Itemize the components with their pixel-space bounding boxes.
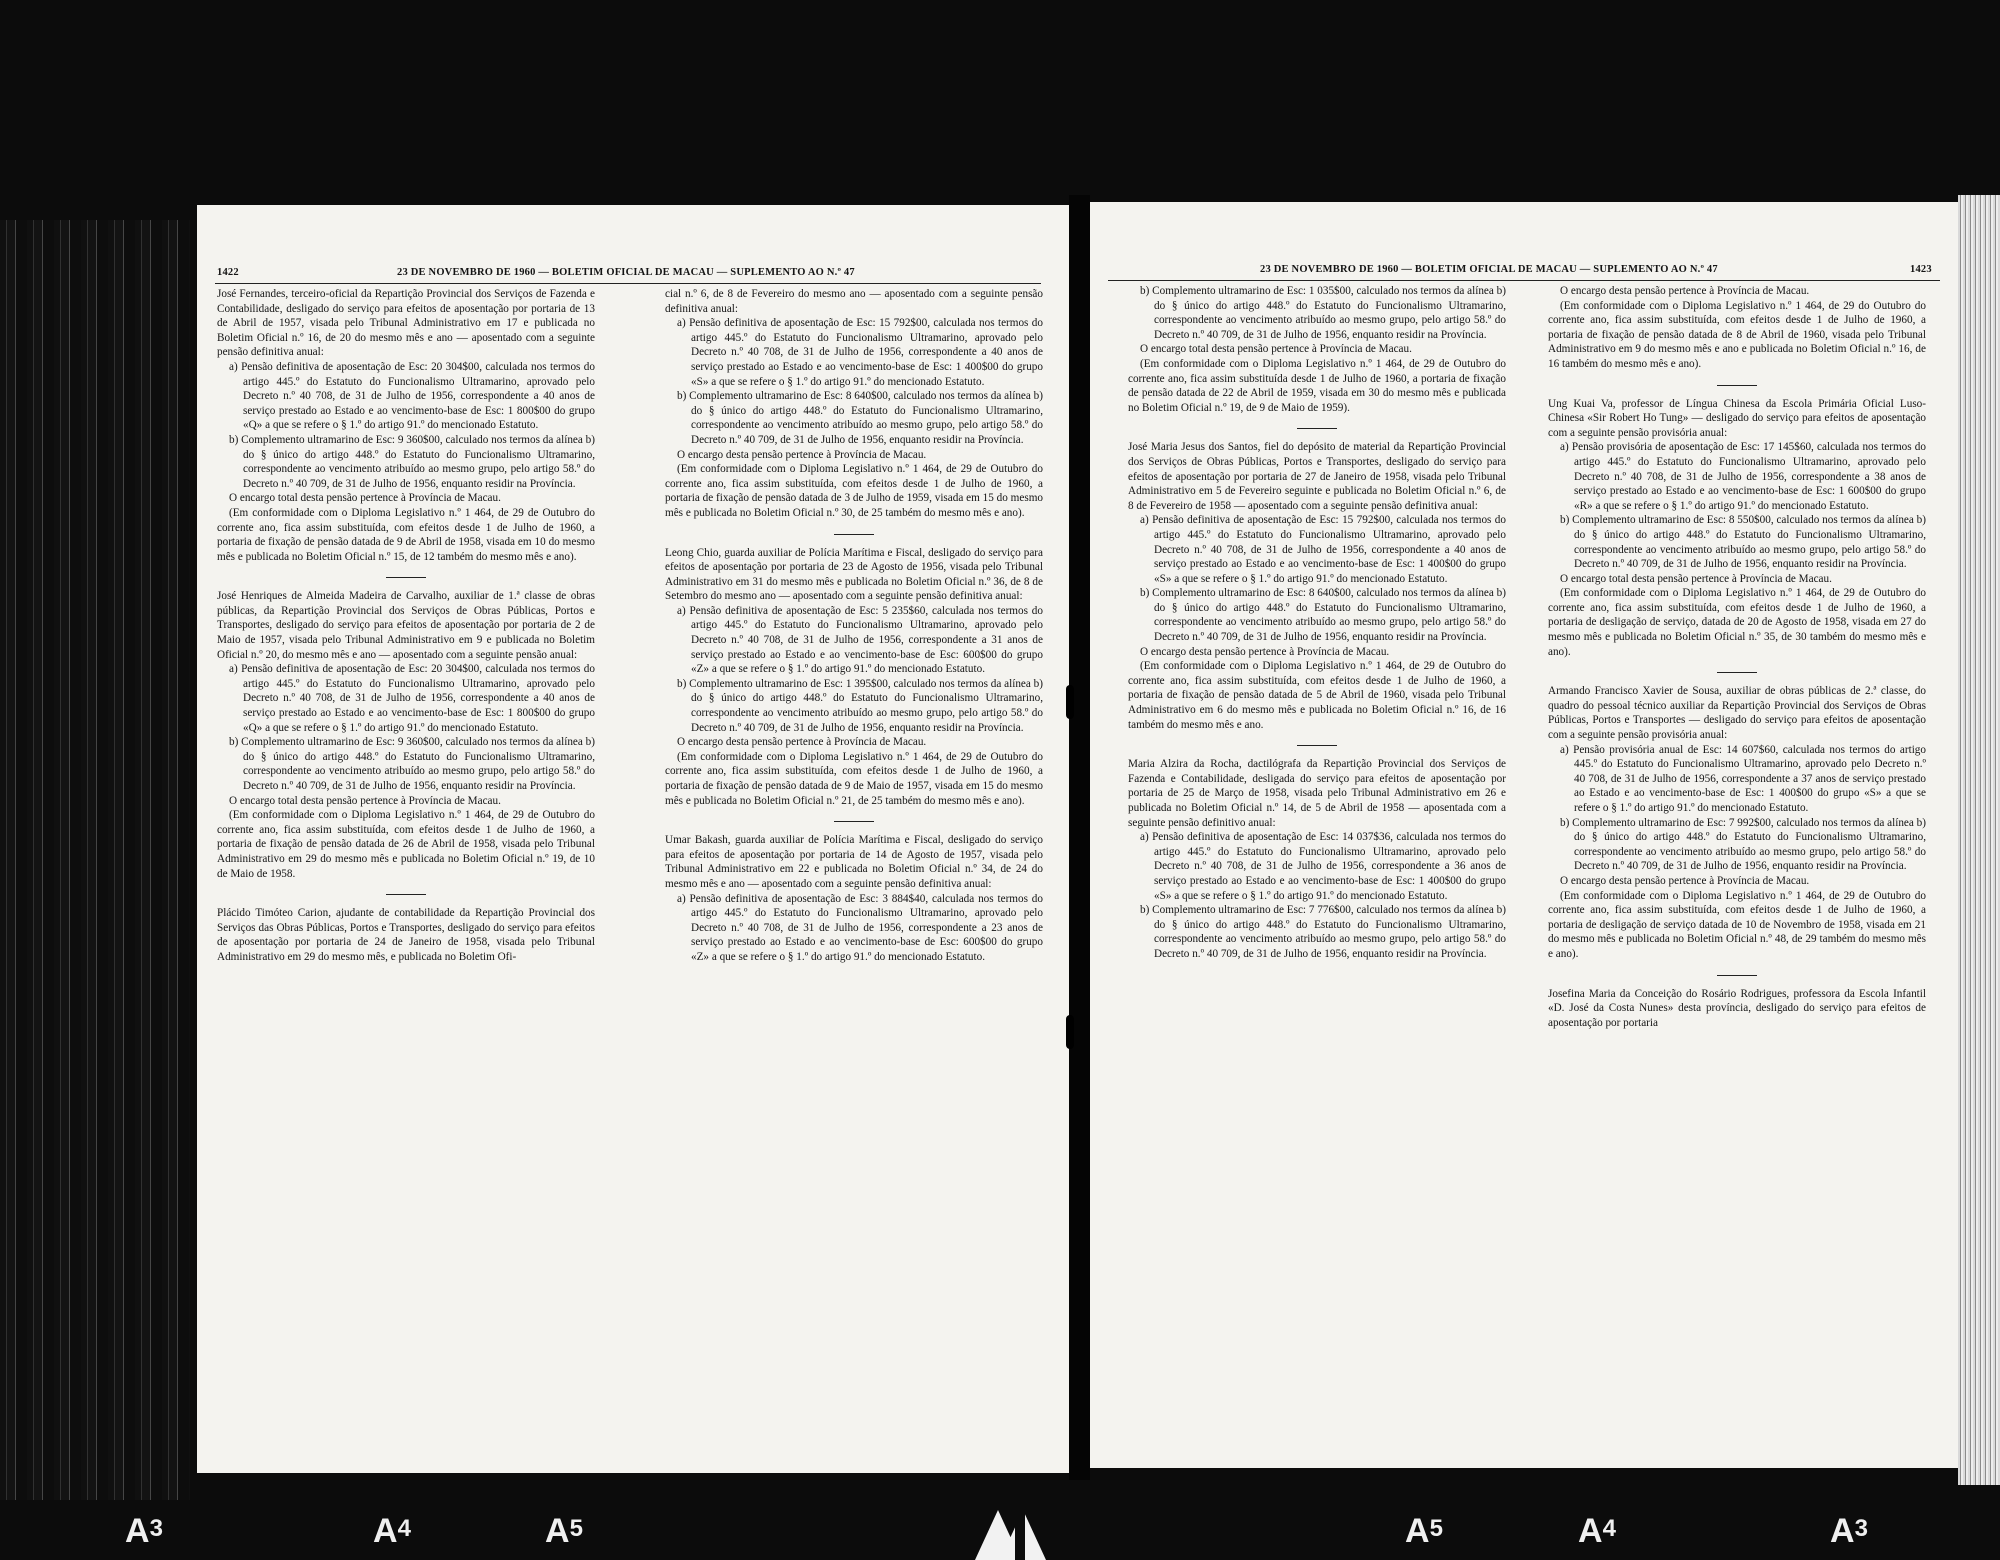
- pension-item: b) Complemento ultramarino de Esc: 7 992$00, calculado nos termos da alínea b) do § único do artigo 448.º do Estatuto do Funcionalismo Ultramarino, correspondente ao vencimento atribuído ao mesmo grupo, pelo artigo 58.º do Decreto n.º 40 709, de 31 de Julho de 1956, enquanto residir na Província.: [1560, 816, 1926, 873]
- binding-mark: [1066, 685, 1074, 719]
- left-page-column-2: [665, 287, 1043, 965]
- pension-item: a) Pensão provisória de aposentação de Esc: 17 145$60, calculada nos termos do artigo 445.º do Estatuto do Funcionalismo Ultramarino, aprovado pelo Decreto n.º 40 708, de 31 de Julho de 1956, correspondente a 38 anos de serviço prestado ao Estado e ao vencimento-base de Esc: 1 600$00 do grupo «R» a que se refere o § 1.º do artigo 91.º do mencionado Estatuto.: [1560, 441, 1926, 512]
- section-separator: [834, 821, 874, 822]
- entry-paragraph: Armando Francisco Xavier de Sousa, auxiliar de obras públicas de 2.ª classe, do quadro do pessoal técnico auxiliar da Repartição Provincial dos Serviços de Obras Públicas, Portos e Transportes — desligado do serviço para efeitos de aposentação com a seguinte pensão provisória anual:: [1548, 685, 1926, 742]
- section-separator: [386, 894, 426, 895]
- note-paragraph: (Em conformidade com o Diploma Legislativo n.º 1 464, de 29 de Outubro do corrente ano, fica assim substituída, com efeitos desde 1 de Julho de 1960, a portaria de fixação de pensão datada de 9 de Maio de 1957, visada em 15 do mesmo mês e publicada no Boletim Oficial n.º 21, de 25 também do mesmo mês e ano).: [665, 750, 1043, 807]
- entry-paragraph: Plácido Timóteo Carion, ajudante de contabilidade da Repartição Provincial dos Serviços das Obras Públicas, Portos e Transportes, desligado do serviço para efeitos de aposentação por portaria de 24 de Janeiro de 1958, visada pelo Tribunal Administrativo em 29 do mesmo mês, e publicada no Boletim Ofi-: [217, 907, 595, 963]
- entry-paragraph: José Fernandes, terceiro-oficial da Repartição Provincial dos Serviços de Fazenda e Contabilidade, desligado do serviço para efeitos de aposentação por portaria de 13 de Abril de 1957, visada pelo Tribunal Administrativo em 17 e publicada no Boletim Oficial n.º 16, de 20 do mesmo mês e ano — aposentado com a seguinte pensão definitiva anual:: [217, 288, 595, 359]
- section-separator: [386, 577, 426, 578]
- entry-paragraph: José Henriques de Almeida Madeira de Carvalho, auxiliar de 1.ª classe de obras públicas, da Repartição Provincial dos Serviços de Obras Públicas, Portos e Transportes, desligado do serviço para efeitos de aposentação por portaria de 2 de Maio de 1957, visada pelo Tribunal Administrativo em 9 e publicada no Boletim Oficial n.º 20, do mesmo mês e ano — aposentado com a seguinte pensão anual:: [217, 590, 595, 661]
- pension-item: b) Complemento ultramarino de Esc: 7 776$00, calculado nos termos da alínea b) do § único do artigo 448.º do Estatuto do Funcionalismo Ultramarino, correspondente ao vencimento atribuído ao mesmo grupo, pelo artigo 58.º do Decreto n.º 40 709, de 31 de Julho de 1956, enquanto residir na Província.: [1140, 904, 1506, 960]
- section-separator: [1717, 975, 1757, 976]
- note-paragraph: O encargo desta pensão pertence à Província de Macau.: [1560, 285, 1810, 297]
- pension-item: a) Pensão definitiva de aposentação de Esc: 20 304$00, calculada nos termos do artigo 445.º do Estatuto do Funcionalismo Ultramarino, aprovado pelo Decreto n.º 40 708, de 31 de Julho de 1956, correspondente a 40 anos de serviço prestado ao Estado e ao vencimento-base de Esc: 1 800$00 do grupo «Q» a que se refere o § 1.º do artigo 91.º do mencionado Estatuto.: [229, 663, 595, 734]
- note-paragraph: (Em conformidade com o Diploma Legislativo n.º 1 464, de 29 de Outubro do corrente ano, fica assim substituída, com efeitos desde 1 de Julho de 1960, a portaria de desligação de serviço, datada de 20 de Agosto de 1958, visada em 27 do mesmo mês e publicada no Boletim Oficial n.º 35, de 30 também do mesmo mês e ano).: [1548, 587, 1926, 658]
- film-edge-right: [1958, 195, 2000, 1485]
- center-arrow-divider: [1015, 1510, 1025, 1560]
- film-marker: $A^3$: [125, 1512, 163, 1550]
- pension-item: a) Pensão definitiva de aposentação de Esc: 15 792$00, calculada nos termos do artigo 445.º do Estatuto do Funcionalismo Ultramarino, aprovado pelo Decreto n.º 40 708, de 31 de Julho de 1956, correspondente a 40 anos de serviço prestado ao Estado e ao vencimento-base de Esc: 1 400$00 do grupo «S» a que se refere o § 1.º do artigo 91.º do mencionado Estatuto.: [677, 317, 1043, 388]
- note-paragraph: O encargo desta pensão pertence à Província de Macau.: [677, 736, 927, 749]
- note-paragraph: O encargo desta pensão pertence à Província de Macau.: [1560, 874, 1810, 887]
- section-separator: [1717, 672, 1757, 673]
- pension-item: a) Pensão provisória anual de Esc: 14 607$60, calculada nos termos do artigo 445.º do Estatuto do Funcionalismo Ultramarino, aprovado pelo Decreto n.º 40 708, de 31 de Julho de 1956, correspondente a 37 anos de serviço prestado ao Estado e ao vencimento-base de Esc: 1 400$00 do grupo «S» a que se refere o § 1.º do artigo 91.º do mencionado Estatuto.: [1560, 743, 1926, 814]
- entry-paragraph: Leong Chio, guarda auxiliar de Polícia Marítima e Fiscal, desligado do serviço para efeitos de aposentação por portaria de 23 de Agosto de 1956, visada pelo Tribunal Administrativo em 31 do mesmo mês e publicada no Boletim Oficial n.º 36, de 8 de Setembro do mesmo ano — aposentado com a seguinte pensão definitiva anual:: [665, 546, 1043, 603]
- pension-item: b) Complemento ultramarino de Esc: 1 035$00, calculado nos termos da alínea b) do § único do artigo 448.º do Estatuto do Funcionalismo Ultramarino, correspondente ao vencimento atribuído ao mesmo grupo, pelo artigo 58.º do Decreto n.º 40 709, de 31 de Julho de 1956, enquanto residir na Província.: [1140, 285, 1506, 341]
- note-paragraph: O encargo total desta pensão pertence à Província de Macau.: [229, 492, 501, 505]
- left-page: [197, 205, 1069, 1473]
- binding-mark: [1066, 1015, 1074, 1049]
- running-head-left: 23 DE NOVEMBRO DE 1960 — BOLETIM OFICIAL DE MACAU — SUPLEMENTO AO N.º 47: [397, 267, 855, 278]
- note-paragraph: (Em conformidade com o Diploma Legislativo n.º 1 464, de 29 de Outubro do corrente ano, fica assim substituída, com efeitos desde 1 de Julho de 1960, a portaria de fixação de pensão datada de 3 de Julho de 1959, visada em 15 do mesmo mês e publicada no Boletim Oficial n.º 30, de 25 também do mesmo mês e ano).: [665, 463, 1043, 519]
- pension-item: b) Complemento ultramarino de Esc: 8 640$00, calculado nos termos da alínea b) do § único do artigo 448.º do Estatuto do Funcionalismo Ultramarino, correspondente ao vencimento atribuído ao mesmo grupo, pelo artigo 58.º do Decreto n.º 40 709, de 31 de Julho de 1956, enquanto residir na Província.: [1140, 587, 1506, 644]
- film-marker: $A^5$: [545, 1512, 583, 1550]
- film-marker: $A^4$: [373, 1512, 411, 1550]
- pension-item: b) Complemento ultramarino de Esc: 9 360$00, calculado nos termos da alínea b) do § único do artigo 448.º do Estatuto do Funcionalismo Ultramarino, correspondente ao vencimento atribuído ao mesmo grupo, pelo artigo 58.º do Decreto n.º 40 709, de 31 de Julho de 1956, enquanto residir na Província.: [229, 736, 595, 792]
- pension-item: a) Pensão definitiva de aposentação de Esc: 15 792$00, calculada nos termos do artigo 445.º do Estatuto do Funcionalismo Ultramarino, aprovado pelo Decreto n.º 40 708, de 31 de Julho de 1956, correspondente a 40 anos de serviço prestado ao Estado e ao vencimento-base de Esc: 1 400$00 do grupo «S» a que se refere o § 1.º do artigo 91.º do mencionado Estatuto.: [1140, 514, 1506, 585]
- film-edge-left: [0, 220, 190, 1500]
- pension-item: a) Pensão definitiva de aposentação de Esc: 20 304$00, calculada nos termos do artigo 445.º do Estatuto do Funcionalismo Ultramarino, aprovado pelo Decreto n.º 40 708, de 31 de Julho de 1956, correspondente a 40 anos de serviço prestado ao Estado e ao vencimento-base de Esc: 1 800$00 do grupo «Q» a que se refere o § 1.º do artigo 91.º do mencionado Estatuto.: [229, 360, 595, 432]
- left-page-column-1: [217, 287, 595, 965]
- section-separator: [1717, 385, 1757, 386]
- entry-paragraph: Josefina Maria da Conceição do Rosário Rodrigues, professora da Escola Infantil «D. José da Costa Nunes» desta província, desligado do serviço para efeitos de aposentação por portaria: [1548, 987, 1926, 1029]
- film-marker: $A^3$: [1830, 1512, 1868, 1550]
- entry-paragraph: Maria Alzira da Rocha, dactilógrafa da Repartição Provincial dos Serviços de Fazenda e Contabilidade, desligada do serviço para efeitos de aposentação por portaria de 25 de Março de 1958, visada pelo Tribunal Administrativo em 26 e publicada no Boletim Oficial n.º 14, de 5 de Abril de 1958 — aposentada com a seguinte pensão definitivo anual:: [1128, 758, 1506, 829]
- header-rule-left: [215, 283, 1041, 284]
- film-marker: $A^4$: [1578, 1512, 1616, 1550]
- note-paragraph: O encargo total desta pensão pertence à Província de Macau.: [229, 794, 501, 807]
- pension-item: b) Complemento ultramarino de Esc: 9 360$00, calculado nos termos da alínea b) do § único do artigo 448.º do Estatuto do Funcionalismo Ultramarino, correspondente ao vencimento atribuído ao mesmo grupo, pelo artigo 58.º do Decreto n.º 40 709, de 31 de Julho de 1956, enquanto residir na Província.: [229, 433, 595, 490]
- note-paragraph: (Em conformidade com o Diploma Legislativo n.º 1 464, de 29 de Outubro do corrente ano, fica assim substituída, com efeitos desde 1 de Julho de 1960, a portaria de desligação de serviço datada de 10 de Novembro de 1958, visada em 21 do mesmo mês e publicada no Boletim Oficial n.º 48, de 29 também do mesmo mês e ano).: [1548, 889, 1926, 960]
- note-paragraph: (Em conformidade com o Diploma Legislativo n.º 1 464, de 29 de Outubro do corrente ano, fica assim substituída desde 1 de Julho de 1960, a portaria de fixação de pensão datada de 22 de Abril de 1959, visada em 30 do mesmo mês e publicada no Boletim Oficial n.º 19, de 9 de Maio de 1959).: [1128, 357, 1506, 414]
- entry-paragraph: José Maria Jesus dos Santos, fiel do depósito de material da Repartição Provincial dos Serviços de Obras Públicas, Portos e Transportes, desligado do serviço para efeitos de aposentação por portaria de 27 de Janeiro de 1958, visada pelo Tribunal Administrativo em 5 de Fevereiro seguinte e publicada no Boletim Oficial n.º 6, de 8 de Fevereiro de 1958 — aposentado com a seguinte pensão definitiva anual:: [1128, 441, 1506, 512]
- right-page-column-2: [1548, 284, 1926, 1030]
- note-paragraph: O encargo desta pensão pertence à Província de Macau.: [677, 448, 927, 461]
- note-paragraph: (Em conformidade com o Diploma Legislativo n.º 1 464, de 29 de Outubro do corrente ano, fica assim substituída, com efeitos desde 1 de Julho de 1960, a portaria de fixação de pensão datada de 9 de Abril de 1958, visada em 10 do mesmo mês e publicada no Boletim Oficial n.º 15, de 12 também do mesmo mês e ano).: [217, 506, 595, 563]
- pension-item: a) Pensão definitiva de aposentação de Esc: 14 037$36, calculada nos termos do artigo 445.º do Estatuto do Funcionalismo Ultramarino, aprovado pelo Decreto n.º 40 708, de 31 de Julho de 1956, correspondente a 36 anos de serviço prestado ao Estado e ao vencimento-base de Esc: 1 400$00 do grupo «S» a que se refere o § 1.º do artigo 91.º do mencionado Estatuto.: [1140, 831, 1506, 902]
- pension-item: a) Pensão definitiva de aposentação de Esc: 3 884$40, calculada nos termos do artigo 445.º do Estatuto do Funcionalismo Ultramarino, aprovado pelo Decreto n.º 40 708, de 31 de Julho de 1956, correspondente a 23 anos de serviço prestado ao Estado e ao vencimento-base de Esc: 600$00 do grupo «Z» a que se refere o § 1.º do artigo 91.º do mencionado Estatuto.: [677, 892, 1043, 963]
- entry-paragraph: Umar Bakash, guarda auxiliar de Polícia Marítima e Fiscal, desligado do serviço para efeitos de aposentação por portaria de 14 de Agosto de 1957, visada pelo Tribunal Administrativo em 22 e publicada no Boletim Oficial n.º 34, de 24 do mesmo mês e ano — aposentado com a seguinte pensão definitiva anual:: [665, 834, 1043, 890]
- note-paragraph: O encargo desta pensão pertence à Província de Macau.: [1140, 645, 1390, 658]
- section-separator: [1297, 745, 1337, 746]
- header-rule-right: [1108, 280, 1940, 281]
- pension-item: b) Complemento ultramarino de Esc: 1 395$00, calculado nos termos da alínea b) do § único do artigo 448.º do Estatuto do Funcionalismo Ultramarino, correspondente ao vencimento atribuído ao mesmo grupo, pelo artigo 58.º do Decreto n.º 40 709, de 31 de Julho de 1956, enquanto residir na Província.: [677, 677, 1043, 734]
- page-number-left: 1422: [217, 267, 239, 278]
- entry-paragraph: Ung Kuai Va, professor de Língua Chinesa da Escola Primária Oficial Luso-Chinesa «Sir Robert Ho Tung» — desligado do serviço para efeitos de aposentação com a seguinte pensão provisória anual:: [1548, 397, 1926, 439]
- entry-paragraph: cial n.º 6, de 8 de Fevereiro do mesmo ano — aposentado com a seguinte pensão definitiva anual:: [665, 288, 1043, 315]
- note-paragraph: O encargo total desta pensão pertence à Província de Macau.: [1140, 343, 1412, 356]
- note-paragraph: (Em conformidade com o Diploma Legislativo n.º 1 464, de 29 do Outubro do corrente ano, fica assim substituída, com efeitos desde 1 de Julho de 1960, a portaria de fixação de pensão datada de 8 de Abril de 1960, visada pelo Tribunal Administrativo em 9 do mesmo mês e ano e publicada no Boletim Oficial n.º 16, de 16 também do mesmo mês e ano).: [1548, 299, 1926, 370]
- section-separator: [1297, 428, 1337, 429]
- right-page: [1090, 202, 1958, 1468]
- note-paragraph: O encargo total desta pensão pertence à Província de Macau.: [1560, 572, 1832, 585]
- pension-item: b) Complemento ultramarino de Esc: 8 640$00, calculado nos termos da alínea b) do § único do artigo 448.º do Estatuto do Funcionalismo Ultramarino, correspondente ao vencimento atribuído ao mesmo grupo, pelo artigo 58.º do Decreto n.º 40 709, de 31 de Julho de 1956, enquanto residir na Província.: [677, 390, 1043, 446]
- book-gutter: [1069, 195, 1090, 1480]
- note-paragraph: (Em conformidade com o Diploma Legislativo n.º 1 464, de 29 de Outubro do corrente ano, fica assim substituída, com efeitos desde 1 de Julho de 1960, a portaria de fixação de pensão datada de 5 de Abril de 1960, visada pelo Tribunal Administrativo em 6 do mesmo mês e publicada no Boletim Oficial n.º 16, de 16 também do mesmo mês e ano.: [1128, 660, 1506, 731]
- note-paragraph: (Em conformidade com o Diploma Legislativo n.º 1 464, de 29 de Outubro do corrente ano, fica assim substituída, com efeitos desde 1 de Julho de 1960, a portaria de fixação de pensão datada de 26 de Abril de 1958, visada pelo Tribunal Administrativo em 29 do mesmo mês e publicada no Boletim Oficial n.º 19, de 10 de Maio de 1958.: [217, 809, 595, 880]
- page-number-right: 1423: [1910, 264, 1932, 275]
- section-separator: [834, 534, 874, 535]
- pension-item: b) Complemento ultramarino de Esc: 8 550$00, calculado nos termos da alínea b) do § único do artigo 448.º do Estatuto do Funcionalismo Ultramarino, correspondente ao vencimento atribuído ao mesmo grupo, pelo artigo 58.º do Decreto n.º 40 709, de 31 de Julho de 1956, enquanto residir na Província.: [1560, 514, 1926, 571]
- film-marker: $A^5$: [1405, 1512, 1443, 1550]
- right-page-column-1: [1128, 284, 1506, 962]
- running-head-right: 23 DE NOVEMBRO DE 1960 — BOLETIM OFICIAL DE MACAU — SUPLEMENTO AO N.º 47: [1260, 264, 1718, 275]
- pension-item: a) Pensão definitiva de aposentação de Esc: 5 235$60, calculada nos termos do artigo 445.º do Estatuto do Funcionalismo Ultramarino, aprovado pelo Decreto n.º 40 708, de 31 de Julho de 1956, correspondente a 31 anos de serviço prestado ao Estado e ao vencimento-base de Esc: 600$00 do grupo «Z» a que se refere o § 1.º do artigo 91.º do mencionado Estatuto.: [677, 604, 1043, 676]
